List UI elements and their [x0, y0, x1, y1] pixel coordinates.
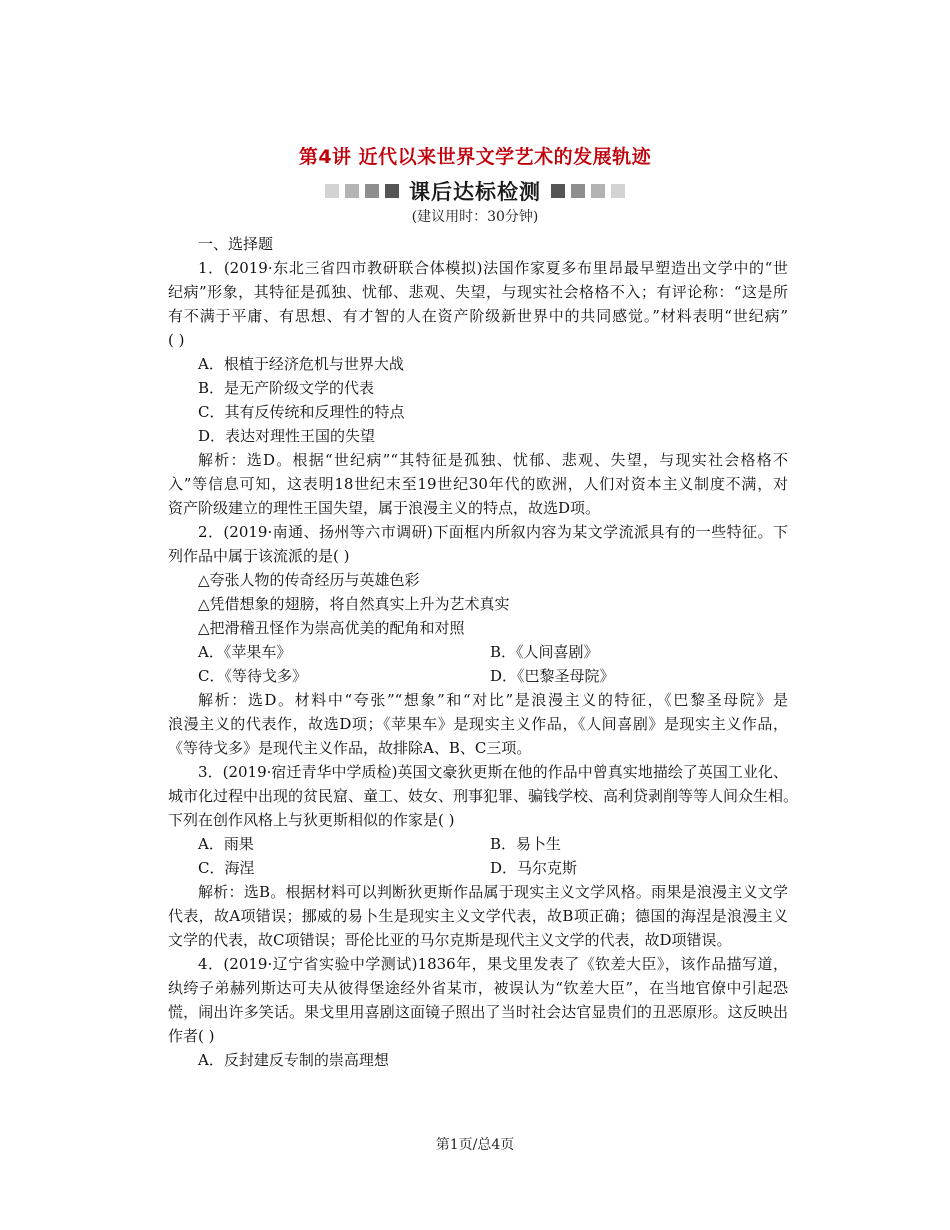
banner-square-icon: [385, 184, 399, 198]
question-1-text: 有不满于平庸、有思想、有才智的人在资产阶级新世界中的共同感觉。”材料表明“世纪病”: [168, 307, 788, 325]
question-2-text: 列作品中属于该流派的是( ): [168, 547, 350, 565]
question-3-text: 3．(2019·宿迁青华中学质检)英国文豪狄更斯在他的作品中曾真实地描绘了英国工业化、: [198, 763, 788, 781]
question-4-text: 慌，闹出许多笑话。果戈里用喜剧这面镜子照出了当时社会达官显贵们的丑恶原形。这反映出: [168, 1003, 788, 1021]
question-2-analysis: 《等待戈多》是现代主义作品，故排除A、B、C三项。: [168, 739, 532, 757]
banner-right-squares: [551, 184, 625, 198]
question-body: [168, 232, 799, 1072]
banner-square-icon: [571, 184, 585, 198]
question-2-option: C．《等待戈多》: [198, 667, 307, 685]
question-4-text: 作者( ): [168, 1027, 215, 1045]
banner-square-icon: [325, 184, 339, 198]
question-3-analysis: 解析：选B。根据材料可以判断狄更斯作品属于现实主义文学风格。雨果是浪漫主义文学: [198, 883, 788, 901]
question-4-text: 纨绔子弟赫列斯达可夫从彼得堡途经外省某市，被误认为“钦差大臣”，在当地官僚中引起恐: [168, 979, 788, 997]
question-2-option: A．《苹果车》: [198, 643, 292, 661]
question-3-options-row: [168, 856, 788, 880]
question-2-analysis: 解析：选D。材料中“夸张”“想象”和“对比”是浪漫主义的特征，《巴黎圣母院》是: [198, 691, 788, 709]
question-1-analysis: 解析：选D。根据“世纪病”“其特征是孤独、忧郁、悲观、失望，与现实社会格格不: [198, 451, 788, 469]
page-title: 第4讲 近代以来世界文学艺术的发展轨迹: [298, 146, 652, 168]
question-2-analysis: 浪漫主义的代表作，故选D项；《苹果车》是现实主义作品，《人间喜剧》是现实主义作品，: [168, 715, 788, 733]
section-heading: 一、选择题: [198, 235, 274, 253]
question-2-option: B．《人间喜剧》: [490, 643, 599, 661]
section-banner: [0, 176, 950, 206]
question-2-text: 2．(2019·南通、扬州等六市调研)下面框内所叙内容为某文学流派具有的一些特征。下: [198, 523, 788, 541]
question-3-options-row: [168, 832, 788, 856]
question-1-option: D．表达对理性王国的失望: [198, 427, 376, 445]
question-3-option: A．雨果: [198, 835, 254, 853]
question-4-text: 4．(2019·辽宁省实验中学测试)1836年，果戈里发表了《钦差大臣》，该作品描写道，: [198, 955, 788, 973]
suggested-time: (建议用时：30分钟): [411, 209, 539, 225]
question-2-feature: △凭借想象的翅膀，将自然真实上升为艺术真实: [198, 595, 510, 613]
banner-label: 课后达标检测: [409, 180, 541, 204]
banner-square-icon: [365, 184, 379, 198]
question-2-feature: △把滑稽丑怪作为崇高优美的配角和对照: [198, 619, 465, 637]
banner-square-icon: [345, 184, 359, 198]
question-1-option: A．根植于经济危机与世界大战: [198, 355, 404, 373]
banner-left-squares: [325, 184, 399, 198]
question-1-analysis: 资产阶级建立的理性王国失望，属于浪漫主义的特点，故选D项。: [168, 499, 601, 517]
banner-square-icon: [551, 184, 565, 198]
question-1-option: B．是无产阶级文学的代表: [198, 379, 375, 397]
question-1-option: C．其有反传统和反理性的特点: [198, 403, 405, 421]
question-2-options-row: [168, 664, 788, 688]
question-3-option: C．海涅: [198, 859, 255, 877]
question-2-options-row: [168, 640, 788, 664]
question-3-option: B．易卜生: [490, 835, 562, 853]
question-1-analysis: 入”等信息可知，这表明18世纪末至19世纪30年代的欧洲，人们对资本主义制度不满，对: [168, 475, 788, 493]
question-1-text: ( ): [168, 331, 185, 349]
question-3-option: D．马尔克斯: [490, 859, 578, 877]
question-1-text: 纪病”形象，其特征是孤独、忧郁、悲观、失望，与现实社会格格不入；有评论称：“这是所: [168, 283, 788, 301]
question-1-text: 1．(2019·东北三省四市教研联合体模拟)法国作家夏多布里昂最早塑造出文学中的“世: [198, 259, 788, 277]
banner-square-icon: [591, 184, 605, 198]
page-footer: 第1页/总4页: [435, 1137, 515, 1153]
question-3-analysis: 文学的代表，故C项错误；哥伦比亚的马尔克斯是现代主义文学的代表，故D项错误。: [168, 931, 732, 949]
question-3-text: 下列在创作风格上与狄更斯相似的作家是( ): [168, 811, 455, 829]
question-3-analysis: 代表，故A项错误；挪威的易卜生是现实主义文学代表，故B项正确；德国的海涅是浪漫主义: [168, 907, 788, 925]
question-3-text: 城市化过程中出现的贫民窟、童工、妓女、刑事犯罪、骗钱学校、高利贷剥削等等人间众生相。: [168, 787, 799, 805]
question-4-option: A．反封建反专制的崇高理想: [198, 1051, 389, 1069]
banner-square-icon: [611, 184, 625, 198]
question-2-option: D．《巴黎圣母院》: [490, 667, 615, 685]
question-2-feature: △夸张人物的传奇经历与英雄色彩: [198, 571, 420, 589]
